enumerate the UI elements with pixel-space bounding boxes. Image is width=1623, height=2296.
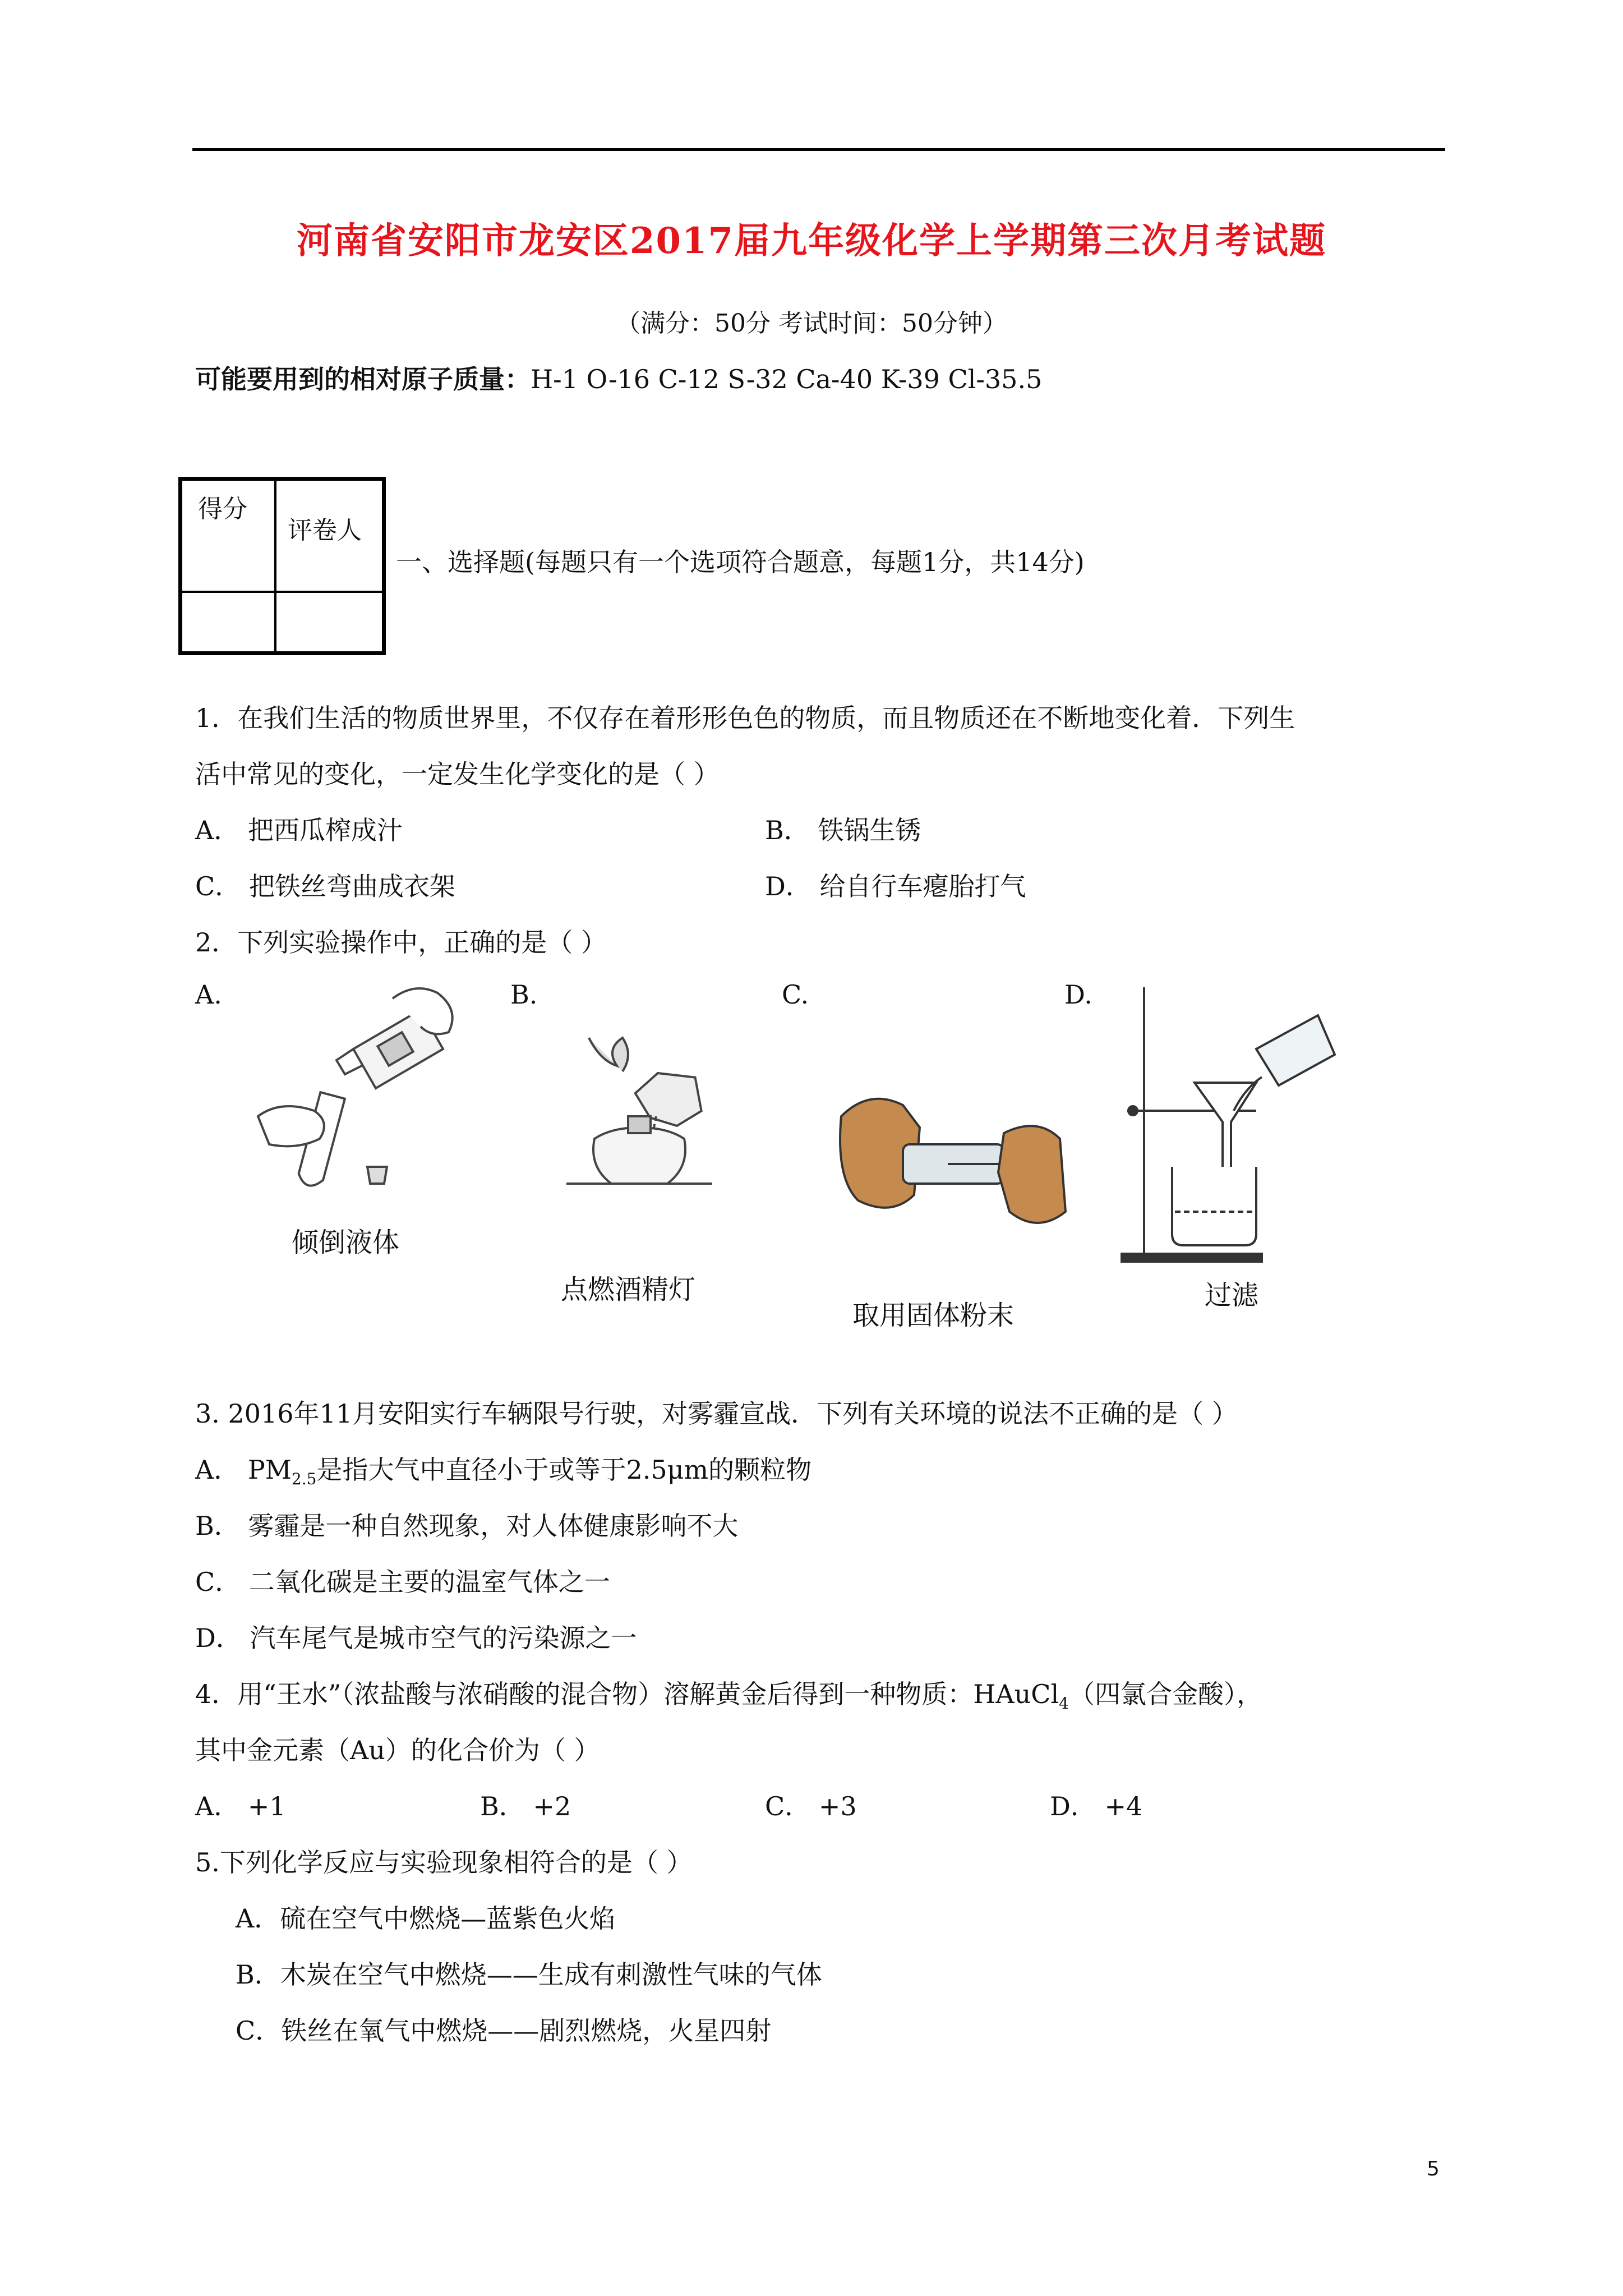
- question-4-stem-subscript: 4: [1059, 1694, 1069, 1713]
- question-3-option-c: C． 二氧化碳是主要的温室气体之一: [195, 1567, 610, 1597]
- header-rule: [192, 148, 1445, 151]
- question-4-option-a: A． +1: [195, 1791, 286, 1821]
- question-4-option-d: D． +4: [1050, 1791, 1143, 1821]
- atomic-mass-line: [195, 359, 1042, 396]
- grader-label: 评卷人: [288, 516, 362, 545]
- question-1-option-a: A． 把西瓜榨成汁: [195, 815, 403, 845]
- question-5-option-a: A．硫在空气中燃烧—蓝紫色火焰: [236, 1903, 616, 1934]
- table-divider: [182, 591, 382, 593]
- question-3-option-a-post: 是指大气中直径小于或等于2.5μm的颗粒物: [316, 1455, 812, 1485]
- question-3-option-b: B． 雾霾是一种自然现象，对人体健康影响不大: [195, 1511, 739, 1541]
- table-divider: [274, 481, 276, 651]
- question-1-option-b: B． 铁锅生锈: [765, 815, 921, 845]
- page-number: 5: [1427, 2157, 1440, 2180]
- atomic-mass-values: H-1 O-16 C-12 S-32 Ca-40 K-39 Cl-35.5: [531, 364, 1043, 394]
- question-1-option-d: D． 给自行车瘪胎打气: [765, 871, 1026, 901]
- question-4-stem-post: （四氯合金酸），: [1069, 1679, 1262, 1709]
- question-3-option-a-pre: A． PM: [195, 1455, 292, 1485]
- powder-sampling-illustration: [836, 1083, 1071, 1251]
- question-4-option-c: C． +3: [765, 1791, 857, 1821]
- question-2-label-b: B.: [510, 979, 538, 1010]
- page-title: 河南省安阳市龙安区2017届九年级化学上学期第三次月考试题: [296, 220, 1327, 262]
- question-5-stem: 5.下列化学反应与实验现象相符合的是（ ）: [195, 1847, 693, 1878]
- question-2-label-a: A.: [195, 979, 222, 1010]
- score-label: 得分: [198, 495, 247, 523]
- question-1-option-c: C． 把铁丝弯曲成衣架: [195, 871, 455, 901]
- question-2-label-c: C.: [782, 979, 809, 1010]
- question-4-stem-cont: 其中金元素（Au）的化合价为（ ）: [195, 1735, 600, 1765]
- question-4-stem-pre: 4．用“王水”（浓盐酸与浓硝酸的混合物）溶解黄金后得到一种物质：HAuCl: [195, 1679, 1059, 1709]
- exam-info: （满分：50分 考试时间：50分钟）: [616, 309, 1007, 338]
- question-5-option-b: B．木炭在空气中燃烧——生成有刺激性气味的气体: [236, 1959, 822, 1990]
- caption-powder-sampling: 取用固体粉末: [852, 1300, 1015, 1331]
- question-3-option-a-subscript: 2.5: [291, 1470, 317, 1489]
- filtration-illustration: [1116, 976, 1352, 1268]
- caption-pouring-liquid: 倾倒液体: [292, 1227, 400, 1258]
- score-table: [178, 477, 386, 655]
- question-4-option-b: B． +2: [480, 1791, 571, 1821]
- question-2-label-d: D.: [1064, 979, 1092, 1010]
- question-1-stem-cont: 活中常见的变化，一定发生化学变化的是（ ）: [195, 759, 720, 789]
- question-1-stem: 1．在我们生活的物质世界里，不仅存在着形形色色的物质，而且物质还在不断地变化着．下列生: [195, 703, 1295, 733]
- pouring-liquid-illustration: [247, 976, 494, 1200]
- question-3-stem: 3. 2016年11月安阳实行车辆限号行驶，对雾霾宣战．下列有关环境的说法不正确的是（ ）: [195, 1398, 1238, 1429]
- question-3-option-a: [195, 1450, 811, 1488]
- question-2-stem: 2．下列实验操作中，正确的是（ ）: [195, 927, 607, 958]
- question-3-option-d: D． 汽车尾气是城市空气的污染源之一: [195, 1623, 637, 1653]
- alcohol-lamp-illustration: [555, 1027, 723, 1212]
- question-5-option-c: C．铁丝在氧气中燃烧——剧烈燃烧，火星四射: [236, 2016, 772, 2046]
- caption-alcohol-lamp: 点燃酒精灯: [561, 1274, 696, 1305]
- atomic-mass-label: 可能要用到的相对原子质量：: [195, 364, 531, 394]
- question-4-stem: [195, 1674, 1262, 1713]
- section-heading: 一、选择题(每题只有一个选项符合题意，每题1分，共14分): [396, 547, 1085, 577]
- caption-filtration: 过滤: [1205, 1280, 1259, 1311]
